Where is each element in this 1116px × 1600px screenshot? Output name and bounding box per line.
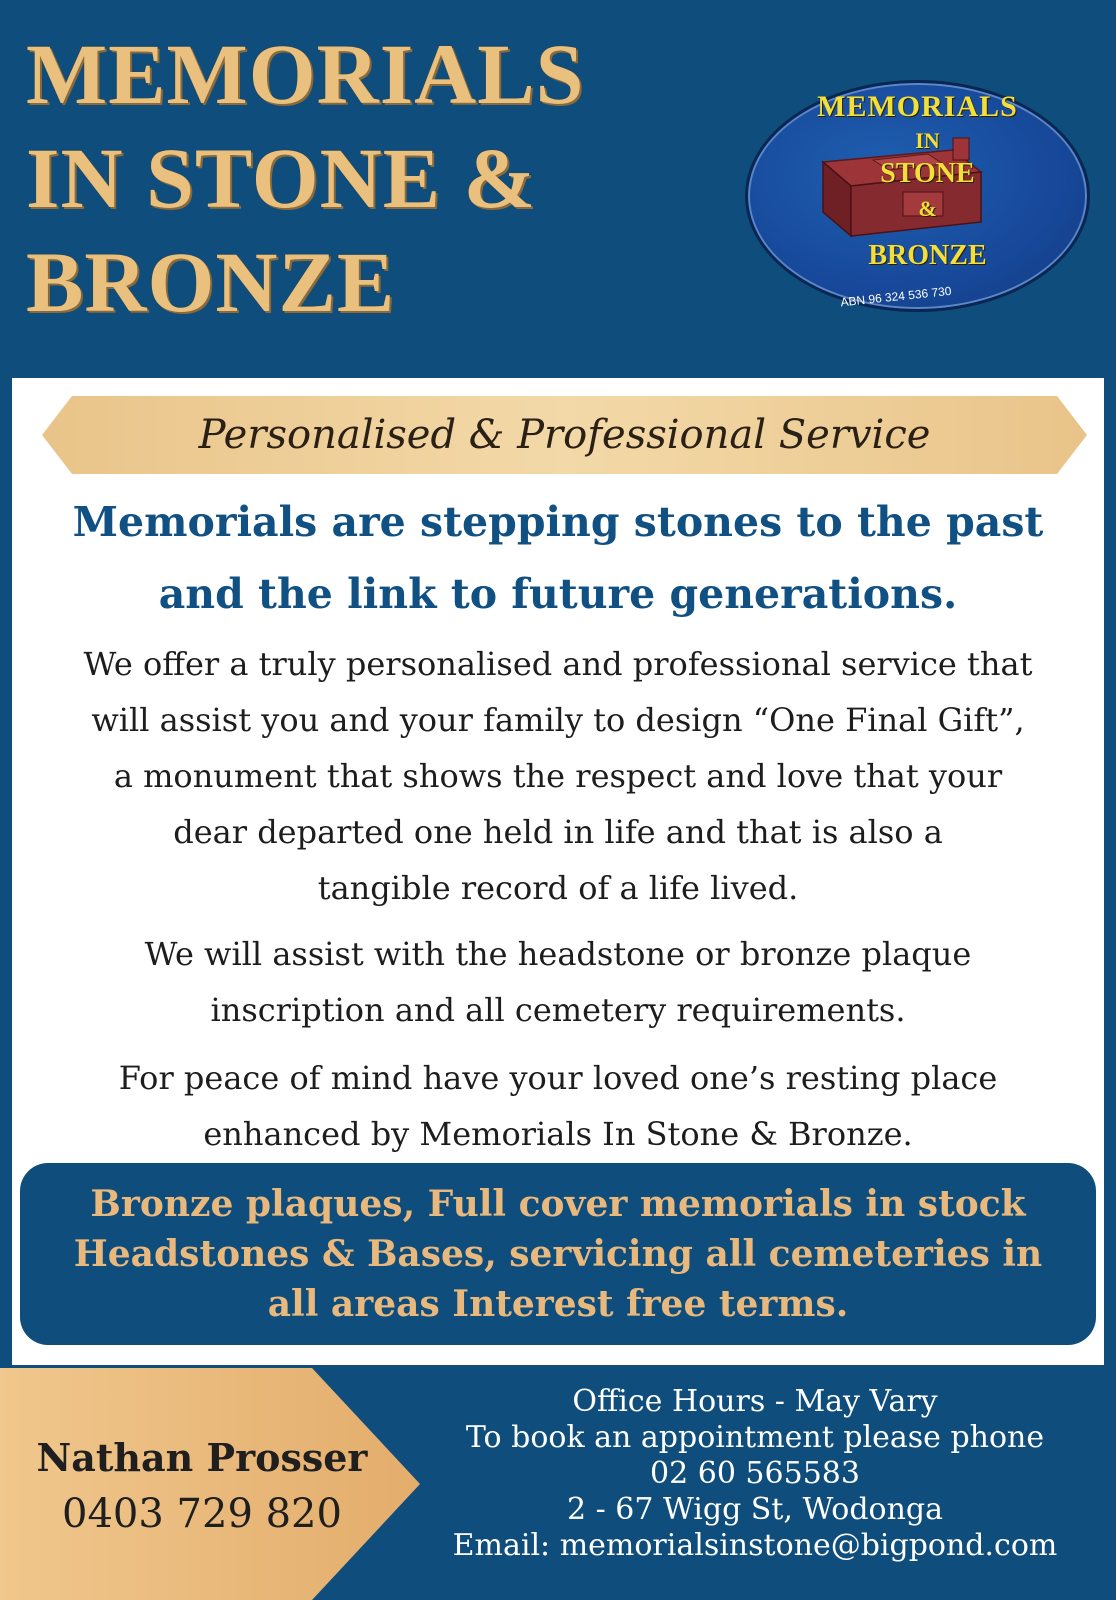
service-banner bbox=[42, 396, 1087, 474]
logo-text-bronze: BRONZE bbox=[868, 240, 987, 271]
logo-text-ampersand: & bbox=[918, 196, 937, 221]
inscription-line: We will assist with the headstone or bronze plaque bbox=[144, 935, 972, 973]
intro-line: We offer a truly personalised and professional service that bbox=[83, 645, 1033, 683]
peace-of-mind-paragraph bbox=[12, 1050, 1104, 1162]
peace-of-mind-line: For peace of mind have your loved one’s resting place bbox=[118, 1059, 998, 1097]
brand-title-line-2: IN STONE & bbox=[26, 130, 537, 226]
banner-text: Personalised & Professional Service bbox=[198, 412, 931, 458]
office-hours: Office Hours - May Vary bbox=[572, 1384, 938, 1419]
office-email: Email: memorialsinstone@bigpond.com bbox=[452, 1528, 1058, 1563]
services-line: Bronze plaques, Full cover memorials in stock bbox=[90, 1183, 1026, 1225]
services-box bbox=[20, 1163, 1096, 1345]
brand-title bbox=[26, 22, 716, 334]
contact-phone: 0403 729 820 bbox=[62, 1491, 342, 1537]
intro-line: tangible record of a life lived. bbox=[317, 869, 799, 907]
peace-of-mind-line: enhanced by Memorials In Stone & Bronze. bbox=[203, 1115, 913, 1153]
intro-line: will assist you and your family to design “One Final Gift”, bbox=[91, 701, 1025, 739]
intro-line: dear departed one held in life and that is also a bbox=[173, 813, 943, 851]
logo-text-in: IN bbox=[915, 128, 940, 153]
logo-text-stone: STONE bbox=[880, 158, 975, 189]
logo-abn: ABN 96 324 536 730 bbox=[839, 283, 953, 310]
inscription-line: inscription and all cemetery requirements. bbox=[210, 991, 906, 1029]
company-logo bbox=[745, 80, 1090, 312]
office-address: 2 - 67 Wigg St, Wodonga bbox=[566, 1492, 944, 1527]
tagline-line-2: and the link to future generations. bbox=[158, 570, 958, 618]
contact-arrow-shape bbox=[0, 1368, 420, 1600]
office-info bbox=[405, 1384, 1105, 1564]
office-booking: To book an appointment please phone bbox=[465, 1420, 1045, 1455]
content-panel bbox=[12, 378, 1104, 1365]
tagline-line-1: Memorials are stepping stones to the past bbox=[72, 498, 1044, 546]
brand-title-line-1: MEMORIALS bbox=[26, 26, 585, 122]
brand-title-line-3: BRONZE bbox=[26, 234, 396, 330]
intro-paragraph bbox=[12, 636, 1104, 916]
tagline bbox=[12, 486, 1104, 630]
services-text bbox=[44, 1179, 1072, 1329]
intro-line: a monument that shows the respect and love that your bbox=[113, 757, 1003, 795]
logo-text-memorials: MEMORIALS bbox=[817, 90, 1018, 123]
services-line: all areas Interest free terms. bbox=[267, 1283, 849, 1325]
office-phone: 02 60 565583 bbox=[650, 1456, 860, 1491]
inscription-paragraph bbox=[12, 926, 1104, 1038]
services-line: Headstones & Bases, servicing all cemeteries in bbox=[73, 1233, 1043, 1275]
contact-name: Nathan Prosser bbox=[36, 1435, 368, 1480]
